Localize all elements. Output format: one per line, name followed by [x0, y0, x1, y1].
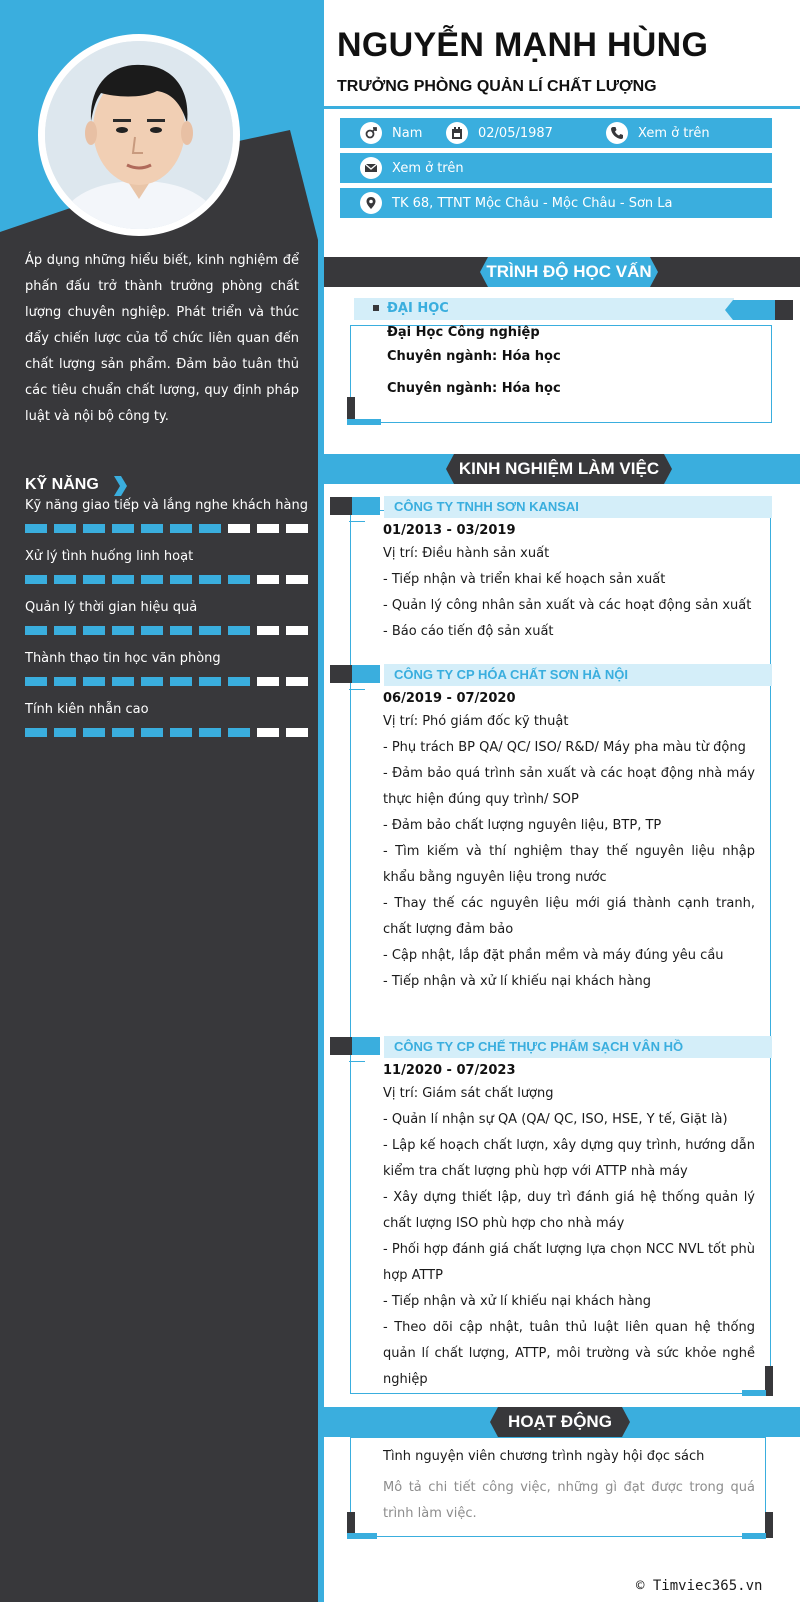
job-marker [352, 665, 380, 683]
skill-level-segment [54, 728, 76, 737]
email-value: Xem ở trên [392, 160, 464, 176]
skill-level-bar [25, 728, 310, 737]
birthday-value: 02/05/1987 [478, 125, 553, 141]
education-major: Chuyên ngành: Hóa học [387, 381, 561, 396]
activities-band [324, 1407, 800, 1437]
job-description-line: - Xây dựng thiết lập, duy trì đánh giá hệ thống quản lý chất lượng ISO phù hợp cho nhà máy [383, 1190, 755, 1231]
location-icon [360, 192, 382, 214]
job-description-line: - Tiếp nhận và triển khai kế hoạch sản xuất [383, 572, 666, 587]
skill-level-segment [83, 728, 105, 737]
skill-level-segment [54, 677, 76, 686]
gender-value: Nam [392, 125, 423, 141]
education-major: Chuyên ngành: Hóa học [387, 349, 561, 364]
skill-level-segment [228, 677, 250, 686]
job-description [383, 709, 755, 995]
email-item [360, 153, 464, 183]
skill-level-segment [199, 677, 221, 686]
job-marker [330, 497, 352, 515]
experience-title [446, 454, 672, 484]
skill-level-segment [25, 626, 47, 635]
avatar [45, 41, 233, 229]
education-band [324, 257, 800, 287]
skill-item [25, 700, 310, 737]
job-connector [349, 689, 365, 690]
skill-level-segment [170, 677, 192, 686]
skill-level-segment [25, 677, 47, 686]
skill-level-segment [257, 575, 279, 584]
skill-item [25, 649, 310, 686]
divider [318, 0, 324, 1602]
skill-level-segment [141, 575, 163, 584]
skill-level-segment [25, 575, 47, 584]
frame-marker [765, 1512, 773, 1538]
skill-level-segment [83, 677, 105, 686]
job-marker [352, 1037, 380, 1055]
footer-credit[interactable]: © Timviec365.vn [636, 1578, 763, 1594]
job-description-line: - Tiếp nhận và xử lí khiếu nại khách hàng [383, 1294, 652, 1309]
email-icon [360, 157, 382, 179]
skill-level-segment [141, 677, 163, 686]
job-period: 01/2013 - 03/2019 [383, 523, 516, 538]
skill-level-segment [112, 728, 134, 737]
contact-row-3 [340, 188, 772, 218]
contact-row-1 [340, 118, 772, 148]
skill-item [25, 547, 310, 584]
job-description-line: - Phối hợp đánh giá chất lượng lựa chọn NCC NVL tốt phù hợp ATTP [383, 1242, 755, 1283]
job-title: TRƯỞNG PHÒNG QUẢN LÍ CHẤT LƯỢNG [337, 78, 657, 95]
education-level: ĐẠI HỌC [387, 301, 449, 316]
job-description-line: - Thay thế các nguyên liệu mới giá thành cạnh tranh, chất lượng đảm bảo [383, 896, 755, 937]
phone-item [606, 118, 710, 148]
phone-icon [606, 122, 628, 144]
career-objective: Áp dụng những hiểu biết, kinh nghiệm để phấn đấu trở thành trưởng phòng chất lượng chuyên nghiệp. Phát triển và thúc đẩy chiến lược của tổ chức liên quan đến chất lượng sản phẩm. Đảm bảo tuân thủ các tiêu chuẩn chất lượng, quy định pháp luật và nội bộ công ty. [25, 253, 299, 424]
skill-name: Xử lý tình huống linh hoạt [25, 549, 194, 564]
skill-level-segment [228, 728, 250, 737]
frame-marker [347, 1533, 377, 1539]
skill-level-segment [170, 524, 192, 533]
skill-level-bar [25, 626, 310, 635]
job-period: 11/2020 - 07/2023 [383, 1063, 516, 1078]
skill-level-segment [199, 626, 221, 635]
job-company: CÔNG TY CP HÓA CHẤT SƠN HÀ NỘI [394, 667, 629, 682]
frame-marker [742, 1533, 766, 1539]
skill-level-segment [25, 524, 47, 533]
skill-level-segment [228, 575, 250, 584]
education-school: Đại Học Công nghiệp [387, 325, 540, 340]
gender-item [360, 118, 422, 148]
skill-level-segment [170, 575, 192, 584]
job-description [383, 1081, 755, 1393]
skill-level-segment [112, 677, 134, 686]
skill-item [25, 598, 310, 635]
job-description-line: - Đảm bảo chất lượng nguyên liệu, BTP, TP [383, 818, 662, 833]
skill-level-segment [83, 626, 105, 635]
skill-level-segment [112, 626, 134, 635]
skill-level-segment [112, 524, 134, 533]
skill-level-segment [112, 575, 134, 584]
job-marker [352, 497, 380, 515]
skill-level-segment [54, 626, 76, 635]
frame-marker [765, 1366, 773, 1396]
frame-marker [347, 419, 381, 425]
skill-level-segment [170, 626, 192, 635]
skill-level-segment [141, 626, 163, 635]
address-value: TK 68, TTNT Mộc Châu - Mộc Châu - Sơn La [392, 195, 673, 211]
skill-level-segment [257, 524, 279, 533]
experience-title-text: KINH NGHIỆM LÀM VIỆC [458, 459, 660, 478]
activities-title [490, 1407, 630, 1437]
job-marker [330, 1037, 352, 1055]
calendar-icon [446, 122, 468, 144]
job-description-line: Vị trí: Phó giám đốc kỹ thuật [383, 714, 569, 729]
skill-level-segment [257, 728, 279, 737]
skill-level-segment [286, 626, 308, 635]
education-title [480, 257, 658, 287]
skill-name: Tính kiên nhẫn cao [25, 702, 149, 717]
activity-description: Mô tả chi tiết công việc, những gì đạt được trong quá trình làm việc. [383, 1480, 755, 1521]
skill-level-segment [141, 728, 163, 737]
job-connector [349, 521, 365, 522]
job-description-line: - Cập nhật, lắp đặt phần mềm và máy đúng yêu cầu [383, 948, 724, 963]
job-description-line: - Tìm kiếm và thí nghiệm thay thế nguyên liệu nhập khẩu bằng nguyên liệu trong nước [383, 844, 755, 885]
job-description [383, 541, 755, 645]
gender-icon [360, 122, 382, 144]
skill-level-segment [286, 575, 308, 584]
skill-level-segment [54, 575, 76, 584]
job-connector [349, 1061, 365, 1062]
birthday-item [446, 118, 553, 148]
skill-level-bar [25, 575, 310, 584]
skill-level-bar [25, 677, 310, 686]
skill-level-segment [228, 626, 250, 635]
arrow-icon [112, 476, 128, 496]
job-company: CÔNG TY CP CHẾ THỰC PHẨM SẠCH VÂN HỒ [394, 1039, 684, 1054]
skill-level-segment [25, 728, 47, 737]
education-title-text: TRÌNH ĐỘ HỌC VẤN [486, 262, 652, 281]
skill-level-segment [257, 626, 279, 635]
skill-level-segment [141, 524, 163, 533]
job-description-line: - Tiếp nhận và xử lí khiếu nại khách hàng [383, 974, 652, 989]
activities-title-text: HOẠT ĐỘNG [508, 1412, 612, 1431]
skill-level-segment [199, 575, 221, 584]
bullet-icon [373, 305, 379, 311]
job-description-line: Vị trí: Điều hành sản xuất [383, 546, 550, 561]
address-item [360, 188, 673, 218]
education-header-marker [725, 300, 793, 320]
job-description-line: - Quản lí nhận sự QA (QA/ QC, ISO, HSE, Y tế, Giặt là) [383, 1112, 728, 1127]
job-description-line: - Lập kế hoạch chất lượn, xây dựng quy trình, hướng dẫn kiểm tra chất lượng phù hợp với ATTP nhà máy [383, 1138, 755, 1179]
skill-level-segment [54, 524, 76, 533]
job-company: CÔNG TY TNHH SƠN KANSAI [394, 499, 579, 514]
skill-level-segment [83, 575, 105, 584]
job-description-line: - Theo dõi cập nhật, tuân thủ luật liên quan hệ thống quản lí chất lượng, ATTP, môi trường và sức khỏe nghề nghiệp [383, 1320, 755, 1387]
skill-level-segment [199, 524, 221, 533]
skill-item [25, 496, 310, 533]
left-sidebar [0, 0, 324, 1602]
job-marker [330, 665, 352, 683]
job-description-line: Vị trí: Giám sát chất lượng [383, 1086, 554, 1101]
job-description-line: - Báo cáo tiến độ sản xuất [383, 624, 554, 639]
skills-title: KỸ NĂNG [25, 476, 99, 493]
job-description-line: - Phụ trách BP QA/ QC/ ISO/ R&D/ Máy pha màu từ động [383, 740, 746, 755]
skill-level-segment [257, 677, 279, 686]
skill-level-segment [286, 728, 308, 737]
candidate-name: NGUYỄN MẠNH HÙNG [337, 26, 709, 64]
job-period: 06/2019 - 07/2020 [383, 691, 516, 706]
skill-level-bar [25, 524, 310, 533]
skill-level-segment [199, 728, 221, 737]
activity-title: Tình nguyện viên chương trình ngày hội đọc sách [383, 1449, 705, 1464]
job-description-line: - Quản lý công nhân sản xuất và các hoạt động sản xuất [383, 598, 752, 613]
experience-band [324, 454, 800, 484]
contact-row-2 [340, 153, 772, 183]
header-underline [324, 106, 800, 109]
skill-name: Quản lý thời gian hiệu quả [25, 600, 198, 615]
phone-value: Xem ở trên [638, 125, 710, 141]
job-description-line: - Đảm bảo quá trình sản xuất và các hoạt động nhà máy thực hiện đúng quy trình/ SOP [383, 766, 755, 807]
skill-level-segment [286, 524, 308, 533]
skill-level-segment [83, 524, 105, 533]
skill-level-segment [228, 524, 250, 533]
skill-level-segment [286, 677, 308, 686]
skill-name: Kỹ năng giao tiếp và lắng nghe khách hàng [25, 498, 308, 513]
skill-level-segment [170, 728, 192, 737]
skill-name: Thành thạo tin học văn phòng [25, 651, 221, 666]
